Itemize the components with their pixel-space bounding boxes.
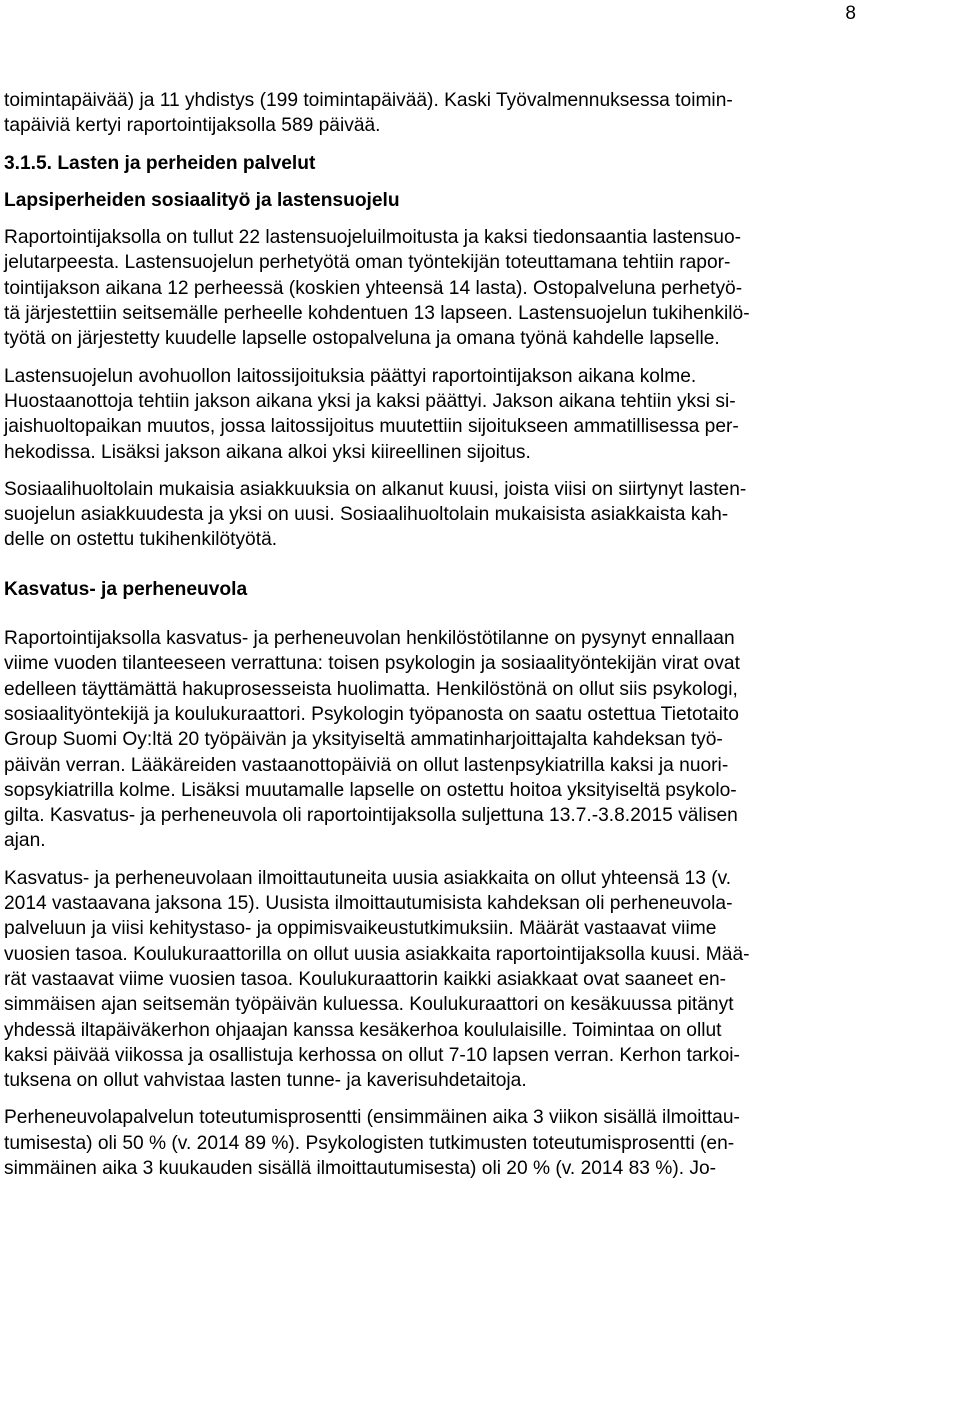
text-line: Huostaanottoja tehtiin jakson aikana yksi ja kaksi päättyi. Jakson aikana tehtiin yksi si- [4, 390, 736, 412]
text-line: Sosiaalihuoltolain mukaisia asiakkuuksia on alkanut kuusi, joista viisi on siirtynyt lasten- [4, 478, 747, 500]
text-line: ajan. [4, 830, 46, 852]
paragraph [4, 1105, 954, 1181]
text-line: Kasvatus- ja perheneuvolaan ilmoittautuneita uusia asiakkaita on ollut yhteensä 13 (v. [4, 867, 732, 889]
text-line: Group Suomi Oy:ltä 20 työpäivän ja yksityiseltä ammatinharjoittajalta kahdeksan työ- [4, 729, 723, 751]
text-line: rät vastaavat viime vuosien tasoa. Koulukuraattorin kaikki asiakkaat ovat saaneet en- [4, 968, 727, 990]
paragraph [4, 225, 954, 351]
text-line: viime vuoden tilanteeseen verrattuna: toisen psykologin ja sosiaalityöntekijän virat ovat [4, 653, 740, 675]
document-body [4, 88, 954, 1181]
text-line: sopsykiatrilla kolme. Lisäksi muutamalle lapselle on ostettu hoitoa yksityiseltä psykolo- [4, 779, 737, 801]
text-line: päivän verran. Lääkäreiden vastaanottopäiviä on ollut lastenpsykiatrilla kaksi ja nuori- [4, 754, 729, 776]
text-line: tointijakson aikana 12 perheessä (koskien yhteensä 14 lasta). Ostopalveluna perhetyö- [4, 277, 743, 299]
text-line: delle on ostettu tukihenkilötyötä. [4, 529, 278, 551]
text-line: kaksi päivää viikossa ja osallistuja kerhossa on ollut 7-10 lapsen verran. Kerhon tarkoi- [4, 1044, 740, 1066]
text-line: Lastensuojelun avohuollon laitossijoituksia päättyi raportointijakson aikana kolme. [4, 365, 697, 387]
text-line: simmäisen ajan seitsemän työpäivän kuluessa. Koulukuraattori on kesäkuussa pitänyt [4, 994, 734, 1016]
text-line: yhdessä iltapäiväkerhon ohjaajan kanssa kesäkerhoa koululaisille. Toimintaa on ollut [4, 1019, 722, 1041]
text-line: tumisesta) oli 50 % (v. 2014 89 %). Psykologisten tutkimusten toteutumisprosentti (en- [4, 1132, 735, 1154]
text-line: toimintapäivää) ja 11 yhdistys (199 toimintapäivää). Kaski Työvalmennuksessa toimin- [4, 90, 733, 111]
text-line: suojelun asiakkuudesta ja yksi on uusi. Sosiaalihuoltolain mukaisista asiakkaista kah- [4, 504, 729, 526]
text-line: tä järjestettiin seitsemälle perheelle kohdentuen 13 lapseen. Lastensuojelun tukihenkilö- [4, 303, 750, 325]
text-line: tapäiviä kertyi raportointijaksolla 589 päivää. [4, 115, 381, 137]
paragraph [4, 866, 954, 1094]
text-line: palveluun ja viisi kehitystaso- ja oppimisvaikeustutkimuksiin. Määrät vastaavat viime [4, 918, 717, 940]
text-line: gilta. Kasvatus- ja perheneuvola oli raportointijaksolla suljettuna 13.7.-3.8.2015 välisen [4, 805, 738, 827]
section-heading: 3.1.5. Lasten ja perheiden palvelut [4, 152, 316, 174]
paragraph [4, 626, 954, 854]
text-line: jaishuoltopaikan muutos, jossa laitossijoitus muutettiin sijoitukseen ammatillisessa per- [4, 416, 739, 438]
intro-paragraph [4, 88, 954, 139]
text-line: Raportointijaksolla on tullut 22 lastensuojeluilmoitusta ja kaksi tiedonsaantia lastensuo- [4, 227, 742, 249]
text-line: työtä on järjestetty kuudelle lapselle ostopalveluna ja omana työnä kahdelle lapselle. [4, 328, 720, 350]
subheading-perheneuvola: Kasvatus- ja perheneuvola [4, 578, 248, 600]
paragraph [4, 364, 954, 465]
text-line: 2014 vastaavana jaksona 15). Uusista ilmoittautumisista kahdeksan oli perheneuvola- [4, 893, 733, 915]
text-line: Raportointijaksolla kasvatus- ja perheneuvolan henkilöstötilanne on pysynyt ennallaan [4, 628, 735, 650]
text-line: tuksena on ollut vahvistaa lasten tunne- ja kaverisuhdetaitoja. [4, 1070, 527, 1092]
text-line: Perheneuvolapalvelun toteutumisprosentti (ensimmäinen aika 3 viikon sisällä ilmoittau- [4, 1107, 740, 1129]
text-line: jelutarpeesta. Lastensuojelun perhetyötä oman työntekijän toteuttamana tehtiin rapor- [4, 252, 731, 274]
page-number: 8 [845, 3, 856, 24]
text-line: edelleen täyttämättä hakuprosesseista huolimatta. Henkilöstönä on ollut siis psykologi, [4, 678, 738, 700]
text-line: hekodissa. Lisäksi jakson aikana alkoi yksi kiireellinen sijoitus. [4, 441, 531, 463]
text-line: sosiaalityöntekijä ja koulukuraattori. Psykologin työpanosta on saatu ostettua Tietotaito [4, 703, 739, 725]
text-line: simmäinen aika 3 kuukauden sisällä ilmoittautumisesta) oli 20 % (v. 2014 83 %). Jo- [4, 1157, 717, 1179]
text-line: vuosien tasoa. Koulukuraattorilla on ollut uusia asiakkaita raportointijaksolla kuusi. Mää- [4, 943, 750, 965]
paragraph [4, 477, 954, 553]
subheading-lastensuojelu: Lapsiperheiden sosiaalityö ja lastensuojelu [4, 189, 400, 211]
